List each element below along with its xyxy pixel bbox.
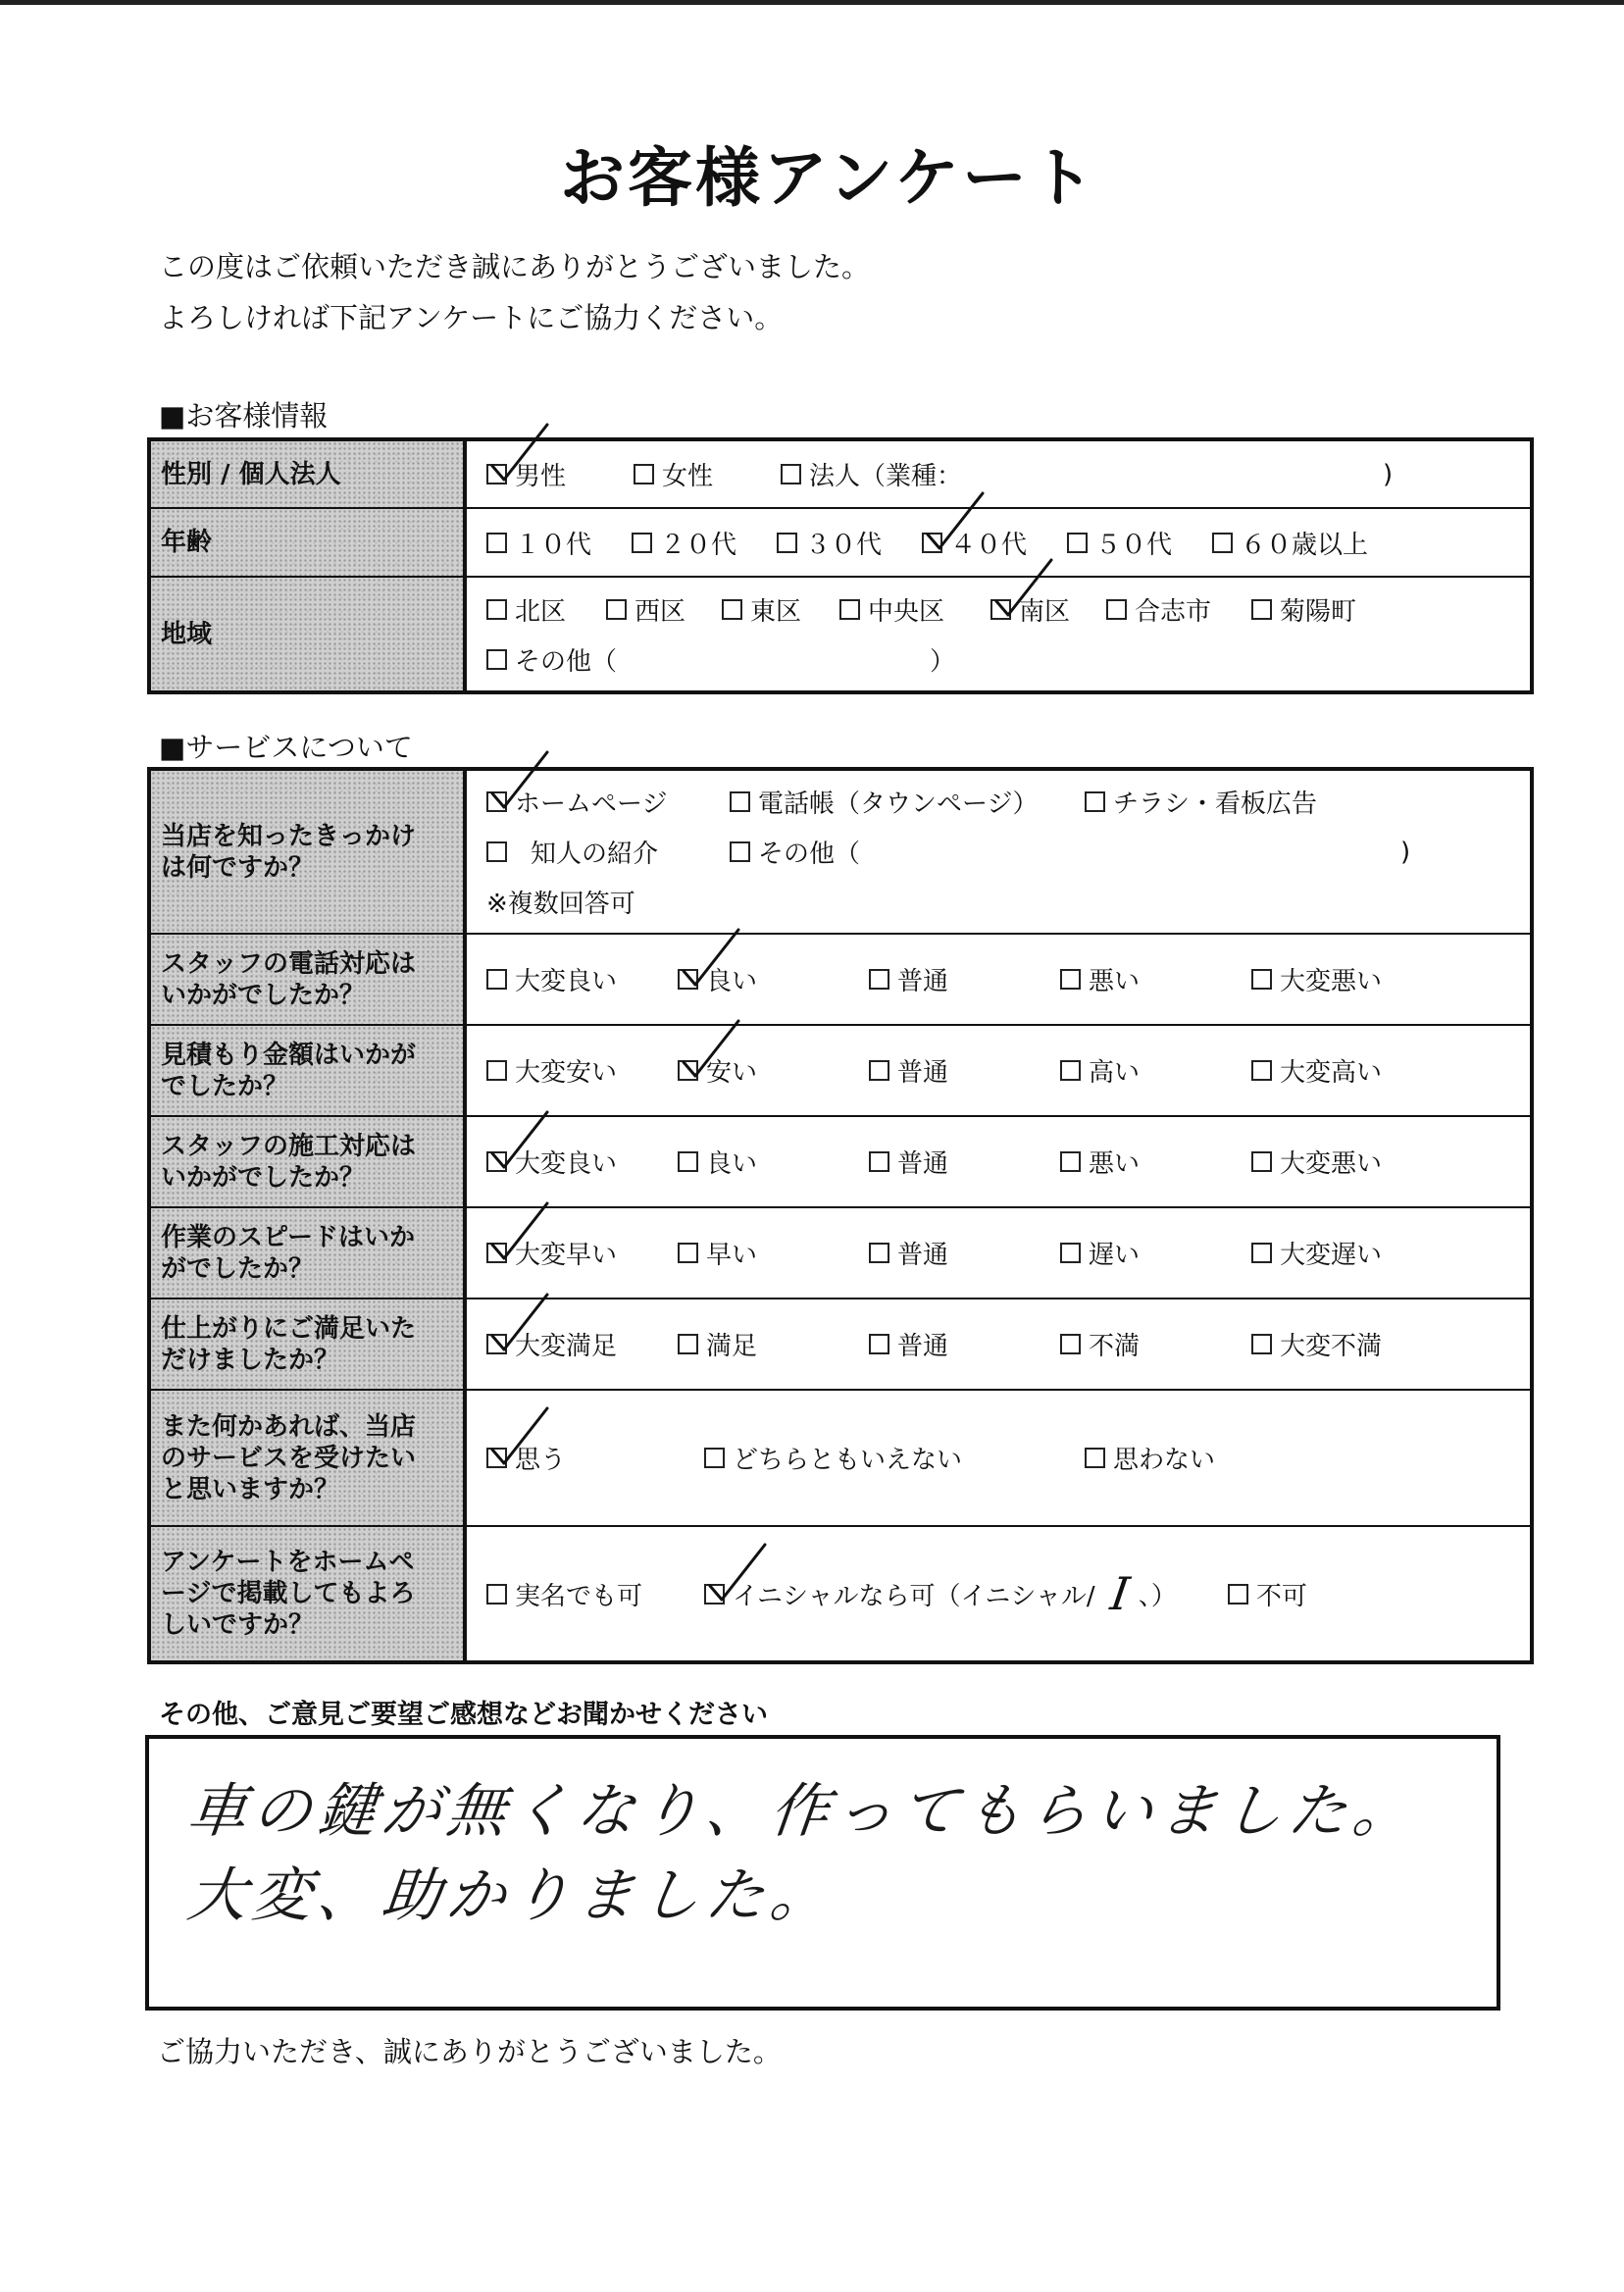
speed-option-1[interactable]: 大変早い [486,1235,678,1271]
work-option-4[interactable]: 悪い [1060,1144,1251,1180]
area-options [465,577,1532,692]
area-option-nishi[interactable]: 西区 [606,591,722,628]
again-option-no[interactable]: 思わない [1085,1440,1215,1476]
checkbox[interactable] [678,1243,698,1263]
checkbox[interactable] [1251,1060,1272,1081]
publish-row [149,1526,1532,1662]
checkbox[interactable] [869,1334,889,1354]
estimate-option-3[interactable]: 普通 [869,1052,1060,1089]
publish-option-no[interactable]: 不可 [1228,1576,1307,1612]
checkbox[interactable] [1060,1243,1081,1263]
again-options [465,1390,1532,1526]
area-option-other[interactable]: その他（ [486,641,930,678]
source-close-paren: ) [1400,837,1411,867]
gender-close-paren: ) [1383,459,1394,489]
speed-row [149,1207,1532,1299]
phone-options [465,934,1532,1025]
checkbox[interactable] [777,533,797,553]
finish-row [149,1299,1532,1390]
checkbox-checked[interactable] [486,464,507,484]
age-row [149,508,1532,577]
checkbox[interactable] [869,969,889,990]
source-option-phonebook[interactable]: 電話帳（タウンページ） [730,784,1085,820]
finish-options [465,1299,1532,1390]
checkbox[interactable] [486,533,507,553]
checkbox[interactable] [1251,1243,1272,1263]
publish-option-realname[interactable]: 実名でも可 [486,1576,704,1612]
checkbox-checked[interactable] [678,969,698,990]
speed-option-2[interactable]: 早い [678,1235,869,1271]
page-title: お客様アンケート [559,140,1098,216]
source-option-flyer[interactable]: チラシ・看板広告 [1085,784,1317,820]
phone-option-5[interactable]: 大変悪い [1251,961,1382,997]
work-row [149,1116,1532,1207]
checkbox-checked[interactable] [922,533,942,553]
checkbox[interactable] [722,599,742,620]
checkbox[interactable] [730,841,750,862]
checkbox[interactable] [1106,599,1127,620]
publish-option-initial[interactable]: イニシャルなら可（イニシャル/ [704,1576,1095,1612]
source-options [465,769,1532,934]
finish-option-3[interactable]: 普通 [869,1326,1060,1362]
checkbox[interactable] [1251,969,1272,990]
checkbox[interactable] [486,649,507,670]
gender-row [149,439,1532,508]
checkbox-checked[interactable] [486,1243,507,1263]
area-label: 地域 [149,577,465,692]
work-options [465,1116,1532,1207]
checkbox[interactable] [869,1151,889,1172]
age-options [465,508,1532,577]
age-option-20s[interactable]: ２０代 [632,525,777,561]
checkbox[interactable] [1251,1334,1272,1354]
checkbox[interactable] [1060,969,1081,990]
comment-line-1: 車の鍵が無くなり、作ってもらいました。 [183,1777,1422,1846]
area-option-higashi[interactable]: 東区 [722,591,839,628]
speed-option-5[interactable]: 大変遅い [1251,1235,1382,1271]
source-note: ※複数回答可 [486,890,635,919]
phone-option-2[interactable]: 良い [678,961,869,997]
checkbox[interactable] [1212,533,1233,553]
checkbox[interactable] [1085,791,1105,812]
gender-option-female[interactable]: 女性 [634,456,781,492]
publish-close-paren: 、） [1138,1581,1177,1611]
work-option-3[interactable]: 普通 [869,1144,1060,1180]
area-row [149,577,1532,692]
closing-thanks: ご協力いただき、誠にありがとうございました。 [157,2035,782,2068]
checkbox[interactable] [486,1584,507,1604]
checkbox[interactable] [678,1151,698,1172]
estimate-row [149,1025,1532,1116]
estimate-option-1[interactable]: 大変安い [486,1052,678,1089]
checkbox[interactable] [486,1060,507,1081]
work-label: スタッフの施工対応は いかがでしたか？ [149,1116,465,1207]
comment-line-2: 大変、助かりました。 [183,1861,839,1930]
checkbox-checked[interactable] [704,1584,725,1604]
checkbox-checked[interactable] [990,599,1011,620]
age-label: 年齢 [149,508,465,577]
age-option-40s[interactable]: ４０代 [922,525,1067,561]
speed-option-3[interactable]: 普通 [869,1235,1060,1271]
age-option-30s[interactable]: ３０代 [777,525,922,561]
section-customer-info-heading: ■お客様情報 [159,399,329,433]
gender-option-corporate[interactable]: 法人（業種： [781,456,1383,492]
checkbox[interactable] [839,599,860,620]
section-service-heading: ■サービスについて [159,731,413,764]
again-label: また何かあれば、当店 のサービスを受けたい と思いますか？ [149,1390,465,1526]
checkbox[interactable] [486,841,507,862]
finish-option-5[interactable]: 大変不満 [1251,1326,1382,1362]
again-option-neutral[interactable]: どちらともいえない [704,1440,1085,1476]
checkbox[interactable] [1251,599,1272,620]
again-option-yes[interactable]: 思う [486,1440,704,1476]
checkbox[interactable] [730,791,750,812]
source-row [149,769,1532,934]
estimate-option-5[interactable]: 大変高い [1251,1052,1382,1089]
intro-line-2: よろしければ下記アンケートにご協力ください。 [159,301,784,334]
comments-label: その他、ご意見ご要望ご感想などお聞かせください [159,1700,768,1730]
checkbox-checked[interactable] [486,1448,507,1468]
checkbox[interactable] [1060,1060,1081,1081]
estimate-option-2[interactable]: 安い [678,1052,869,1089]
age-option-60plus[interactable]: ６０歳以上 [1212,525,1368,561]
work-option-2[interactable]: 良い [678,1144,869,1180]
finish-option-4[interactable]: 不満 [1060,1326,1251,1362]
publish-label: アンケートをホームペ ージで掲載してもよろ しいですか？ [149,1526,465,1662]
checkbox-checked[interactable] [486,791,507,812]
source-option-referral[interactable]: 知人の紹介 [486,834,730,870]
checkbox[interactable] [1060,1334,1081,1354]
work-option-1[interactable]: 大変良い [486,1144,678,1180]
again-row [149,1390,1532,1526]
checkbox[interactable] [1251,1151,1272,1172]
customer-info-table [147,437,1534,694]
area-close-paren: ） [930,646,956,677]
finish-option-2[interactable]: 満足 [678,1326,869,1362]
area-option-kita[interactable]: 北区 [486,591,606,628]
checkbox[interactable] [606,599,627,620]
checkbox[interactable] [486,969,507,990]
phone-row [149,934,1532,1025]
checkbox[interactable] [1060,1151,1081,1172]
finish-label: 仕上がりにご満足いた だけましたか？ [149,1299,465,1390]
checkbox[interactable] [704,1448,725,1468]
comments-box [145,1735,1500,2011]
checkbox[interactable] [678,1334,698,1354]
publish-options [465,1526,1532,1662]
service-table [147,767,1534,1664]
age-option-50s[interactable]: ５０代 [1067,525,1212,561]
checkbox[interactable] [869,1243,889,1263]
source-option-homepage[interactable]: ホームページ [486,784,730,820]
checkbox[interactable] [869,1060,889,1081]
checkbox[interactable] [1067,533,1088,553]
checkbox[interactable] [1085,1448,1105,1468]
checkbox[interactable] [781,464,801,484]
handwritten-initial: I [1106,1567,1133,1620]
intro-line-1: この度はご依頼いただき誠にありがとうございました。 [159,250,871,283]
checkbox-checked[interactable] [486,1334,507,1354]
area-option-chuo[interactable]: 中央区 [839,591,990,628]
estimate-options [465,1025,1532,1116]
finish-option-1[interactable]: 大変満足 [486,1326,678,1362]
area-option-koshi[interactable]: 合志市 [1106,591,1251,628]
checkbox[interactable] [632,533,652,553]
checkbox-checked[interactable] [486,1151,507,1172]
checkbox[interactable] [486,599,507,620]
speed-label: 作業のスピードはいか がでしたか？ [149,1207,465,1299]
checkbox[interactable] [1228,1584,1248,1604]
phone-label: スタッフの電話対応は いかがでしたか？ [149,934,465,1025]
age-option-10s[interactable]: １０代 [486,525,632,561]
area-option-minami[interactable]: 南区 [990,591,1106,628]
gender-option-male[interactable]: 男性 [486,456,634,492]
area-option-kikuyo[interactable]: 菊陽町 [1251,591,1356,628]
checkbox[interactable] [634,464,654,484]
checkbox-checked[interactable] [678,1060,698,1081]
source-option-other[interactable]: その他（ [730,834,1400,870]
top-border-line [0,0,1624,5]
work-option-5[interactable]: 大変悪い [1251,1144,1382,1180]
phone-option-1[interactable]: 大変良い [486,961,678,997]
estimate-label: 見積もり金額はいかが でしたか？ [149,1025,465,1116]
gender-options [465,439,1532,508]
phone-option-4[interactable]: 悪い [1060,961,1251,997]
phone-option-3[interactable]: 普通 [869,961,1060,997]
gender-label: 性別 / 個人法人 [149,439,465,508]
speed-option-4[interactable]: 遅い [1060,1235,1251,1271]
source-label: 当店を知ったきっかけ は何ですか？ [149,769,465,934]
speed-options [465,1207,1532,1299]
estimate-option-4[interactable]: 高い [1060,1052,1251,1089]
